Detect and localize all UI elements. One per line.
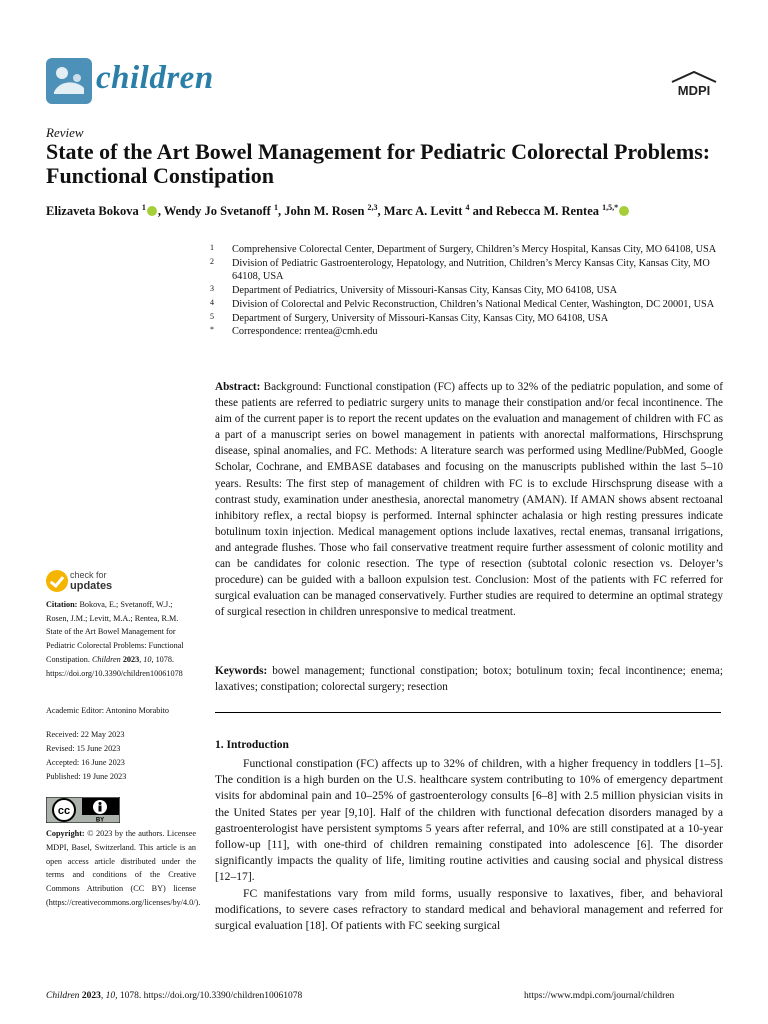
author-name[interactable]: Rebecca M. Rentea <box>495 204 603 219</box>
intro-paragraph: FC manifestations vary from mild forms, usually responsive to laxatives, fiber, and behavioral modifications, to severe cases refractory to standard medical and behavioral management and referred for surgical evaluation [18]. Of patients with FC seeking surgical <box>215 886 723 933</box>
svg-text:cc: cc <box>57 805 71 817</box>
affiliation-item <box>210 298 730 312</box>
affiliation-item <box>210 257 730 284</box>
citation-text: Bokova, E.; Svetanoff, W.J.; Rosen, J.M.; Levitt, M.A.; Rentea, R.M. State of the Art Bowel Management for Pediatric Colorectal Problems: Functional Constipation. <box>46 600 184 664</box>
date-entry: Revised: 15 June 2023 <box>46 744 121 753</box>
section-divider <box>215 712 721 713</box>
introduction-body <box>215 756 723 934</box>
author-affiliation-mark: 1 <box>141 203 146 212</box>
check-for-updates-button[interactable] <box>46 570 186 594</box>
journal-logo-icon <box>46 58 92 104</box>
academic-editor: Academic Editor: Antonino Morabito <box>46 706 170 715</box>
author-affiliation-mark: 1,5,* <box>602 203 619 212</box>
citation-doi[interactable]: , 1078. https://doi.org/10.3390/children10061078 <box>46 654 183 678</box>
cc-by-license-icon[interactable] <box>46 797 120 823</box>
keywords-text: bowel management; functional constipation; botox; botulinum toxin; fecal incontinence; enema; laxatives; constipation; colorectal surgery; resection <box>215 665 724 694</box>
affiliations-list <box>210 243 730 339</box>
author-name[interactable]: Wendy Jo Svetanoff <box>163 204 274 219</box>
author-name[interactable]: Marc A. Levitt <box>383 204 466 219</box>
affiliation-mark: 1 <box>210 243 214 252</box>
abstract-text: Background: Functional constipation (FC) affects up to 32% of the pediatric population, and some of these patients are referred to pediatric surgery units to manage their constipation and/or fecal incontinence. The aim of the current paper is to report the recent updates on the evaluation and management of children with FC as a part of a manuscript series on bowel management in patients with anorectal malformations, Hirschsprung disease, spinal anomalies, and FC. Methods: A literature search was performed using Medline/PubMed, Google Scholar, Cochrane, and EMBASE databases and focusing on the manuscripts published within the last 5–10 years. Results: The first step of management of children with FC is to exclude Hirschsprung disease with a contrast study, examination under anesthesia, anorectal manometry (AMAN). If AMAN shows absent rectoanal inhibitory reflex, a rectal biopsy is performed. Internal sphincter achalasia or high resting pressures indicate botulinum toxin injection. Medical management options include laxatives, rectal enemas, transanal irrigations, and antegrade flushes. Those who fail conservative treatment require further assessment of colonic motility and can be candidates for colonic resection. The type of resection (subtotal colonic resection vs. Deloyer’s procedure) can be guided with a balloon expulsion test. Conclusion: Most of the patients with FC referred for surgical evaluation can be managed conservatively. Further studies are required to determine an optimal strategy of surgical resection in children unresponsive to medical treatment. <box>215 381 724 619</box>
affiliation-mark: 4 <box>210 297 214 307</box>
section-heading-introduction: 1. Introduction <box>215 739 289 751</box>
check-updates-line1: check for <box>70 570 107 580</box>
affiliation-item <box>210 284 730 298</box>
affiliation-text: Department of Surgery, University of Missouri-Kansas City, Kansas City, MO 64108, USA <box>232 312 609 324</box>
affiliation-mark: 2 <box>210 256 214 266</box>
affiliation-item <box>210 243 730 257</box>
citation-label: Citation: <box>46 600 78 609</box>
abstract <box>215 379 723 620</box>
affiliation-text: Division of Pediatric Gastroenterology, Hepatology, and Nutrition, Children’s Mercy Kansas City, Kansas City, MO 64108, USA <box>232 257 710 283</box>
check-icon <box>46 570 68 592</box>
copyright-notice <box>46 827 201 910</box>
author-list: Elizaveta Bokova $^1$ , Wendy Jo Svetanoff $^1$, John M. Rosen $^{2,3}$, Marc A. Levitt $^4$ and Rebecca M. Rentea $^{1,5,*}$ <box>46 203 736 219</box>
abstract-label: Abstract: <box>215 381 261 393</box>
author-name[interactable]: Elizaveta Bokova <box>46 204 142 219</box>
check-updates-line2: updates <box>70 580 113 592</box>
affiliation-text: Correspondence: rrentea@cmh.edu <box>232 326 378 338</box>
author-affiliation-mark: 4 <box>465 203 470 212</box>
article-type: Review <box>46 125 84 140</box>
affiliation-mark: 3 <box>210 284 214 294</box>
footer-journal: Children <box>46 991 80 1001</box>
citation-block: Citation: Bokova, E.; Svetanoff, W.J.; Rosen, J.M.; Levitt, M.A.; Rentea, R.M. State of the Art Bowel Management for Pediatric Colorectal Problems: Functional Constipation. Children 2023, 10, 1078. https://doi.org/10.3390/children10061078 <box>46 600 184 678</box>
copyright-text: © 2023 by the authors. Licensee MDPI, Basel, Switzerland. This article is an open access article distributed under the terms and conditions of the Creative Commons Attribution (CC BY) license (https://creativecommons.org/licenses/by/4.0/). <box>46 829 201 907</box>
publication-dates <box>46 728 196 784</box>
svg-text:MDPI: MDPI <box>677 83 711 98</box>
author-affiliation-mark: 1 <box>273 203 278 212</box>
affiliation-item <box>210 312 730 326</box>
journal-name: children <box>96 60 214 96</box>
orcid-icon[interactable] <box>619 206 629 216</box>
affiliation-text: Comprehensive Colorectal Center, Department of Surgery, Children’s Mercy Hospital, Kansas City, MO 64108, USA <box>232 244 717 255</box>
author-affiliation-mark: 2,3 <box>367 203 378 212</box>
date-entry: Received: 22 May 2023 <box>46 730 125 739</box>
keywords <box>215 663 723 695</box>
citation-year: 2023 <box>122 654 140 664</box>
intro-paragraph: Functional constipation (FC) affects up to 32% of children, with a higher frequency in toddlers [1–5]. The condition is a high burden on the U.S. healthcare system contributing to 10% of emergency department visits for abdominal pain and 10–25% of gastroenterology consults [6–8] with 2.5 million physician visits in the United States per year [9,10]. Half of the children with functional defecation disorders managed by a gastroenterologist have persistent symptoms 5 years after referral, and 10% are still constipated at a 10-year follow-up [11], with one-third of children remaining constipated into adolescence [6]. The disorder significantly impacts the quality of life, limiting routine activities and causing social and physical distress [12–17]. <box>215 757 723 884</box>
copyright-label: Copyright: <box>46 829 85 838</box>
footer-journal-url[interactable]: https://www.mdpi.com/journal/children <box>524 991 675 1001</box>
svg-text:BY: BY <box>95 817 105 823</box>
footer-volume: 10 <box>105 991 116 1001</box>
affiliation-text: Department of Pediatrics, University of Missouri-Kansas City, Kansas City, MO 64108, USA <box>232 285 618 297</box>
affiliation-mark: 5 <box>210 311 214 321</box>
affiliation-text: Division of Colorectal and Pelvic Reconstruction, Children’s National Medical Center, Washington, DC 20001, USA <box>232 298 715 310</box>
orcid-icon[interactable] <box>147 206 157 216</box>
footer-doi[interactable]: , 1078. https://doi.org/10.3390/children10061078 <box>115 991 303 1001</box>
citation-journal: Children <box>91 654 121 664</box>
page-title: State of the Art Bowel Management for Pediatric Colorectal Problems: Functional Constipation <box>46 139 711 188</box>
citation-volume: 10 <box>143 654 152 664</box>
affiliation-item <box>210 325 730 339</box>
date-entry: Accepted: 16 June 2023 <box>46 758 125 767</box>
date-entry: Published: 19 June 2023 <box>46 772 127 781</box>
footer-year: 2023 <box>81 991 101 1001</box>
affiliation-mark: * <box>210 325 214 335</box>
author-name[interactable]: John M. Rosen <box>284 204 368 219</box>
publisher-logo <box>668 70 720 100</box>
keywords-label: Keywords: <box>215 665 268 677</box>
footer-citation: Children 2023, 10, 1078. https://doi.org/10.3390/children10061078 <box>46 991 303 1001</box>
